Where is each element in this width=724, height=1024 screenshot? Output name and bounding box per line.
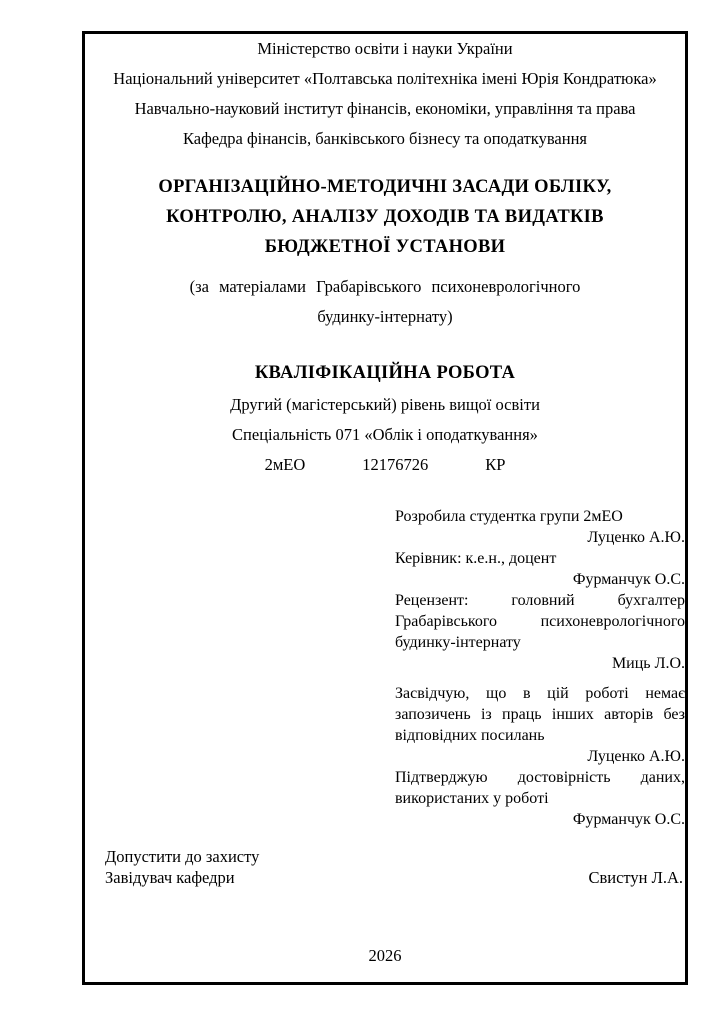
group-code: 2мЕО <box>264 455 306 474</box>
work-title-line-2: КОНТРОЛЮ, АНАЛІЗУ ДОХОДІВ ТА ВИДАТКІВ <box>166 207 604 227</box>
credit-role-line: Рецензент: головний бухгалтер <box>395 592 685 609</box>
institute-line: Навчально-науковий інститут фінансів, економіки, управління та права <box>134 99 636 118</box>
declaration-signatory-name: Фурманчук О.С. <box>572 811 685 828</box>
ministry-line: Міністерство освіти і науки України <box>257 39 513 58</box>
credit-signatory-name: Миць Л.О. <box>611 655 685 672</box>
credit-role-line: Розробила студентка групи 2мЕО <box>395 508 623 525</box>
work-code: КР <box>485 455 506 474</box>
admit-to-defense-line: Допустити до захисту <box>105 847 260 866</box>
credit-role-line: Керівник: к.е.н., доцент <box>395 550 557 567</box>
approval-block <box>85 846 685 888</box>
declaration-line: Підтверджую достовірність даних, <box>395 769 685 786</box>
codes-row <box>85 450 685 480</box>
year-line: 2026 <box>368 946 402 965</box>
work-title-line-1: ОРГАНІЗАЦІЙНО-МЕТОДИЧНІ ЗАСАДИ ОБЛІКУ, <box>158 177 612 197</box>
declaration-line: запозичень із праць інших авторів без <box>395 706 685 723</box>
work-title-line-3: БЮДЖЕТНОЇ УСТАНОВИ <box>264 237 506 257</box>
institution-header <box>85 34 685 154</box>
work-type-heading: КВАЛІФІКАЦІЙНА РОБОТА <box>254 363 516 383</box>
subtitle-line-2: будинку-інтернату) <box>317 307 453 326</box>
declaration-line: Засвідчую, що в цій роботі немає <box>395 685 685 702</box>
degree-level-line: Другий (магістерський) рівень вищої освіти <box>230 395 540 414</box>
credit-role-line: Грабарівського психоневрологічного <box>395 613 685 630</box>
declaration-no-plagiarism <box>395 683 685 767</box>
specialty-line: Спеціальність 071 «Облік і оподаткування» <box>232 425 538 444</box>
work-title <box>85 172 685 262</box>
spacer <box>395 674 685 683</box>
declaration-line: відповідних посилань <box>395 727 545 744</box>
credit-signatory-name: Фурманчук О.С. <box>572 571 685 588</box>
declaration-signatory-name: Луценко А.Ю. <box>587 748 685 765</box>
credit-signatory-name: Луценко А.Ю. <box>587 529 685 546</box>
department-head-title: Завідувач кафедри <box>105 868 235 887</box>
page-border-frame <box>82 31 688 985</box>
record-id-code: 12176726 <box>362 455 429 474</box>
department-head-row <box>105 867 683 888</box>
credit-reviewer <box>395 590 685 674</box>
work-subtitle <box>85 272 685 332</box>
university-line: Національний університет «Полтавська політехніка імені Юрія Кондратюка» <box>113 69 657 88</box>
department-line: Кафедра фінансів, банківського бізнесу та оподаткування <box>182 129 587 148</box>
department-head-name: Свистун Л.А. <box>588 868 683 887</box>
credit-role-line: будинку-інтернату <box>395 634 521 651</box>
title-page-content <box>85 34 685 982</box>
declaration-data-validity <box>395 767 685 830</box>
credits-column <box>395 506 685 830</box>
subtitle-line-1: (за матеріалами Грабарівського психоневрологічного <box>189 277 581 296</box>
credit-supervisor <box>395 548 685 590</box>
credit-author <box>395 506 685 548</box>
declaration-line: використаних у роботі <box>395 790 549 807</box>
